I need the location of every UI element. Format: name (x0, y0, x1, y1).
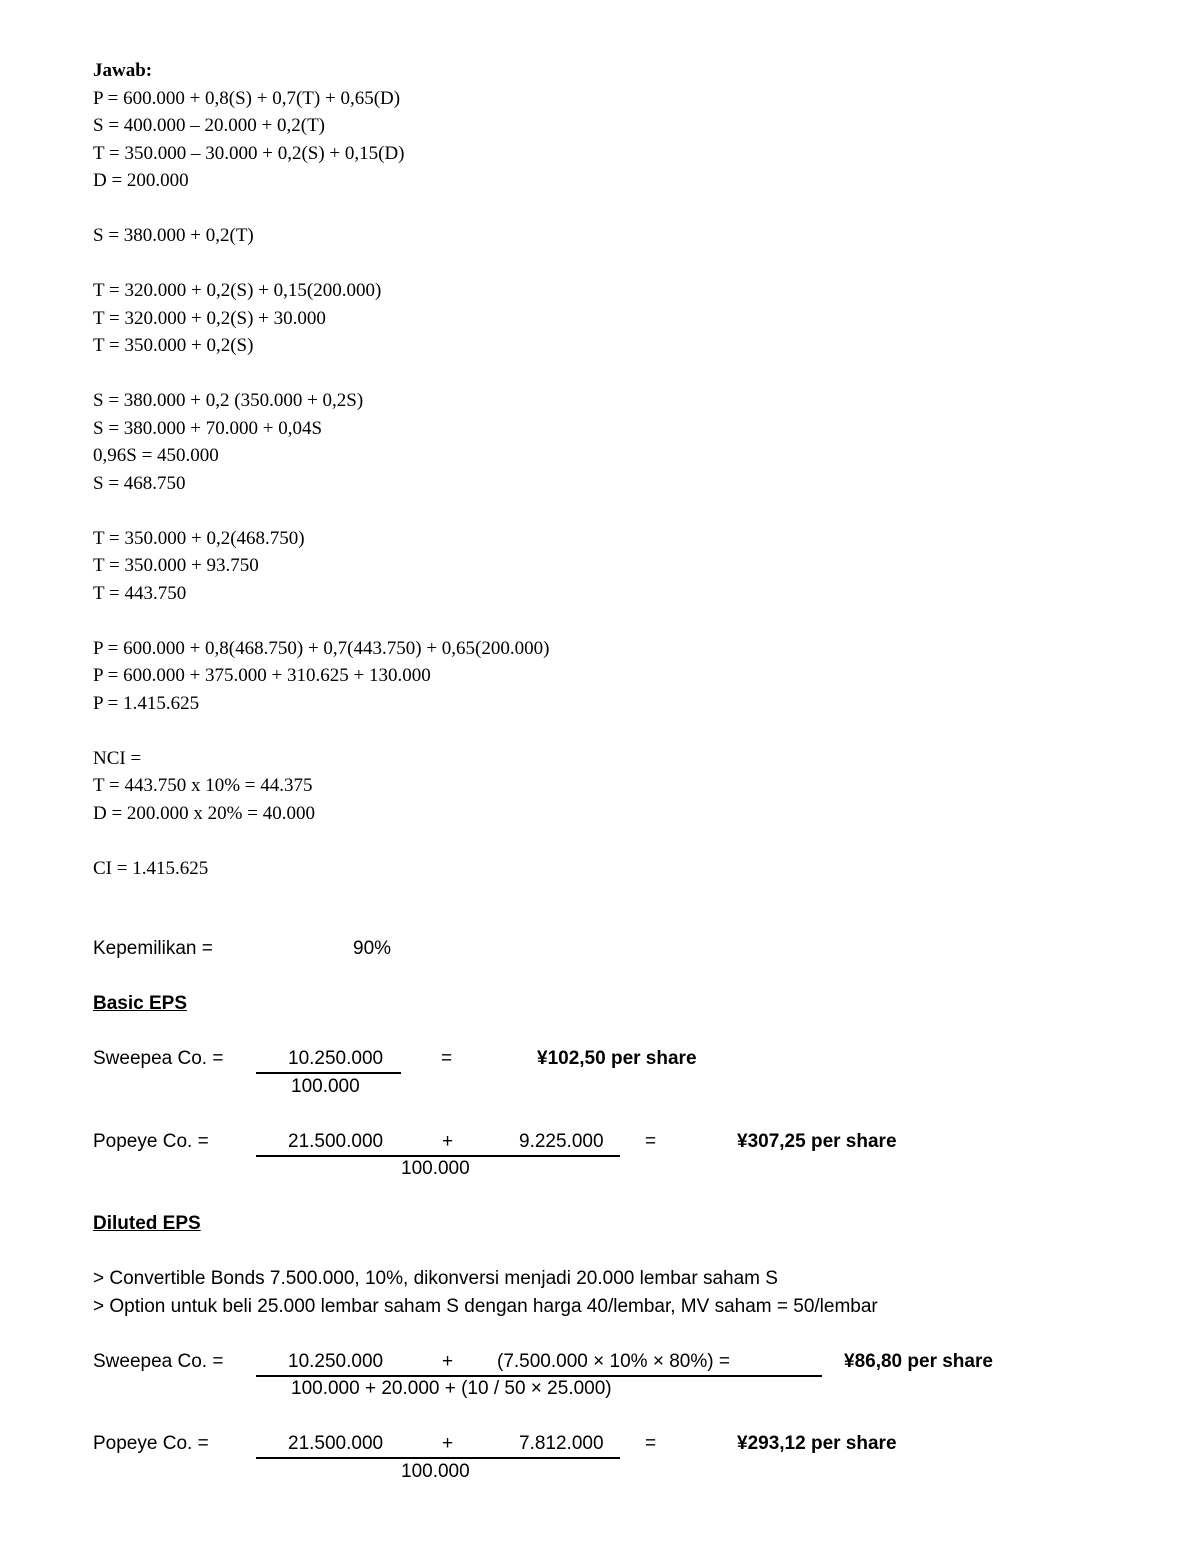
diluted-sweepea-numerator-a: 10.250.000 (288, 1351, 384, 1372)
equation-line: S = 400.000 – 20.000 + 0,2(T) (93, 115, 326, 136)
diluted-popeye-denominator: 100.000 (401, 1461, 470, 1482)
equation-line: T = 443.750 (93, 583, 187, 604)
basic-sweepea-numerator: 10.250.000 (288, 1048, 384, 1069)
equation-line: S = 380.000 + 0,2 (350.000 + 0,2S) (93, 390, 364, 411)
diluted-popeye-numerator-b: 7.812.000 (519, 1433, 604, 1454)
diluted-sweepea-denominator: 100.000 + 20.000 + (10 / 50 × 25.000) (291, 1378, 612, 1399)
fraction-bar (256, 1072, 401, 1074)
diluted-sweepea-label: Sweepea Co. = (93, 1351, 224, 1372)
diluted-popeye-numerator-a: 21.500.000 (288, 1433, 384, 1454)
basic-popeye-label: Popeye Co. = (93, 1131, 209, 1152)
equals-sign: = (645, 1131, 657, 1152)
equation-line: S = 380.000 + 70.000 + 0,04S (93, 418, 323, 439)
diluted-note: > Option untuk beli 25.000 lembar saham S dengan harga 40/lembar, MV saham = 50/lembar (93, 1296, 878, 1317)
equation-line: P = 1.415.625 (93, 693, 200, 714)
diluted-eps-heading: Diluted EPS (93, 1213, 201, 1234)
jawab-heading: Jawab: (93, 60, 153, 81)
basic-popeye-result: ¥307,25 per share (737, 1131, 897, 1152)
equation-line: S = 468.750 (93, 473, 186, 494)
diluted-sweepea-numerator-b: (7.500.000 × 10% × 80%) = (497, 1351, 730, 1372)
basic-sweepea-label: Sweepea Co. = (93, 1048, 224, 1069)
plus-sign: + (442, 1131, 454, 1152)
equation-line: P = 600.000 + 0,8(S) + 0,7(T) + 0,65(D) (93, 88, 401, 109)
diluted-popeye-result: ¥293,12 per share (737, 1433, 897, 1454)
equation-line: T = 350.000 + 0,2(S) (93, 335, 254, 356)
plus-sign: + (442, 1351, 454, 1372)
equation-line: NCI = (93, 748, 142, 769)
equation-line: T = 350.000 – 30.000 + 0,2(S) + 0,15(D) (93, 143, 405, 164)
equation-line: 0,96S = 450.000 (93, 445, 219, 466)
equation-line: T = 350.000 + 0,2(468.750) (93, 528, 305, 549)
equals-sign: = (645, 1433, 657, 1454)
equation-line: CI = 1.415.625 (93, 858, 209, 879)
equation-line: T = 350.000 + 93.750 (93, 555, 259, 576)
basic-popeye-numerator-a: 21.500.000 (288, 1131, 384, 1152)
equation-line: T = 443.750 x 10% = 44.375 (93, 775, 313, 796)
diluted-sweepea-result: ¥86,80 per share (844, 1351, 993, 1372)
fraction-bar (256, 1457, 620, 1459)
diluted-note: > Convertible Bonds 7.500.000, 10%, dikonversi menjadi 20.000 lembar saham S (93, 1268, 778, 1289)
equation-line: D = 200.000 x 20% = 40.000 (93, 803, 315, 824)
basic-popeye-numerator-b: 9.225.000 (519, 1131, 604, 1152)
equation-line: P = 600.000 + 0,8(468.750) + 0,7(443.750) + 0,65(200.000) (93, 638, 550, 659)
ownership-value: 90% (353, 938, 392, 959)
fraction-bar (256, 1375, 822, 1377)
equation-line: D = 200.000 (93, 170, 189, 191)
basic-eps-heading: Basic EPS (93, 993, 187, 1014)
equation-line: T = 320.000 + 0,2(S) + 0,15(200.000) (93, 280, 382, 301)
equals-sign: = (441, 1048, 453, 1069)
basic-sweepea-result: ¥102,50 per share (537, 1048, 697, 1069)
equation-line: T = 320.000 + 0,2(S) + 30.000 (93, 308, 326, 329)
basic-popeye-denominator: 100.000 (401, 1158, 470, 1179)
equation-line: S = 380.000 + 0,2(T) (93, 225, 254, 246)
ownership-label: Kepemilikan = (93, 938, 213, 959)
basic-sweepea-denominator: 100.000 (291, 1076, 360, 1097)
fraction-bar (256, 1155, 620, 1157)
equation-line: P = 600.000 + 375.000 + 310.625 + 130.000 (93, 665, 431, 686)
diluted-popeye-label: Popeye Co. = (93, 1433, 209, 1454)
plus-sign: + (442, 1433, 454, 1454)
